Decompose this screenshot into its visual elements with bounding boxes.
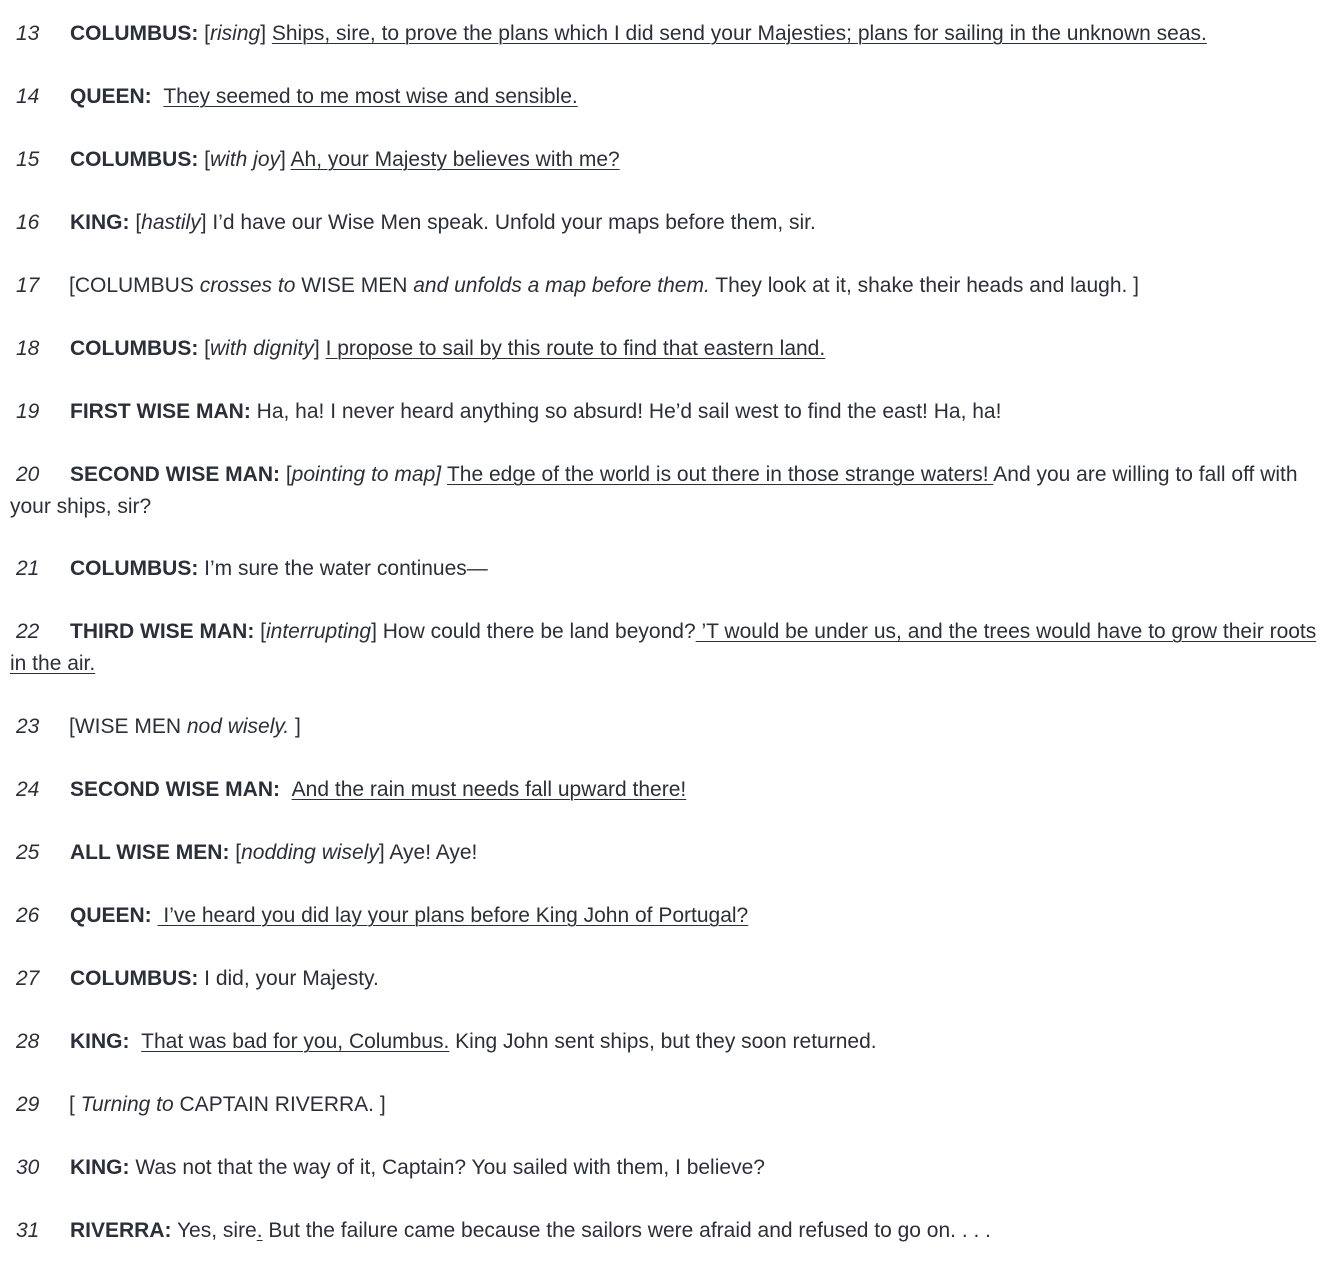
dialogue-text: Yes, sire (171, 1219, 257, 1242)
dialogue-text: King John sent ships, but they soon returned. (449, 1030, 877, 1053)
line-number: 22 (16, 620, 40, 643)
line-number: 24 (16, 778, 40, 801)
script-line-28 (10, 1026, 1336, 1058)
dialogue-text: I’m sure the water continues— (198, 557, 488, 580)
dialogue-text: I did, your Majesty. (198, 967, 379, 990)
stage-direction-name: CAPTAIN RIVERRA. ] (179, 1093, 386, 1116)
line-number: 20 (16, 463, 40, 486)
stage-direction-name: [COLUMBUS (69, 274, 200, 297)
stage-direction: rising (210, 22, 261, 45)
stage-direction: and unfolds a map before them. (413, 274, 710, 297)
underlined-dialogue: . (256, 1219, 263, 1242)
script-line-13 (10, 18, 1336, 50)
bracket-close: ] (371, 620, 383, 643)
line-number: 19 (16, 400, 40, 423)
line-number: 29 (16, 1093, 40, 1116)
script-line-23 (10, 711, 1336, 743)
underlined-dialogue: ’T would be under us, and the trees would have to grow their roots in the air. (10, 620, 1317, 675)
underlined-dialogue: They seemed to me most wise and sensible. (163, 85, 578, 108)
script-line-14 (10, 81, 1336, 113)
speaker-name: FIRST WISE MAN: (70, 400, 251, 423)
underlined-dialogue: And the rain must needs fall upward there! (291, 778, 687, 801)
speaker-name: KING: (70, 1030, 130, 1053)
bracket-open: [ (198, 148, 210, 171)
dialogue-text: How could there be land beyond? (382, 620, 696, 643)
line-number: 30 (16, 1156, 40, 1179)
speaker-name: KING: (70, 1156, 130, 1179)
bracket-open: [ (198, 22, 210, 45)
bracket-open: [ (280, 463, 292, 486)
line-number: 21 (16, 557, 40, 580)
stage-direction-name: [WISE MEN (69, 715, 187, 738)
speaker-name: QUEEN: (70, 85, 152, 108)
script-line-25 (10, 837, 1336, 869)
speaker-name: SECOND WISE MAN: (70, 463, 280, 486)
line-number: 28 (16, 1030, 40, 1053)
stage-direction-text: They look at it, shake their heads and laugh. ] (709, 274, 1139, 297)
line-number: 13 (16, 22, 40, 45)
script-line-31 (10, 1215, 1336, 1247)
script-line-21 (10, 553, 1336, 585)
speaker-name: SECOND WISE MAN: (70, 778, 280, 801)
underlined-dialogue: The edge of the world is out there in those strange waters! (446, 463, 994, 486)
underlined-dialogue: Ships, sire, to prove the plans which I did send your Majesties; plans for sailing in the unknown seas. (271, 22, 1207, 45)
dialogue-text: But the failure came because the sailors were afraid and refused to go on. . . . (262, 1219, 992, 1242)
script-line-15 (10, 144, 1336, 176)
line-number: 25 (16, 841, 40, 864)
underlined-dialogue: I propose to sail by this route to find that eastern land. (325, 337, 826, 360)
line-number: 18 (16, 337, 40, 360)
speaker-name: COLUMBUS: (70, 148, 199, 171)
bracket-open: [ (129, 211, 142, 234)
stage-direction-text: [ (69, 1093, 75, 1116)
line-number: 17 (16, 274, 40, 297)
speaker-name: COLUMBUS: (70, 337, 199, 360)
line-number: 26 (16, 904, 40, 927)
underlined-dialogue: Ah, your Majesty believes with me? (290, 148, 620, 171)
stage-direction: with dignity (210, 337, 314, 360)
bracket-open: [ (229, 841, 242, 864)
stage-direction-text: ] (289, 715, 301, 738)
dialogue-text: Was not that the way of it, Captain? You sailed with them, I believe? (129, 1156, 765, 1179)
line-number: 15 (16, 148, 40, 171)
speaker-name: QUEEN: (70, 904, 152, 927)
dialogue-text: And you are willing to fall off with your ships, sir? (10, 463, 1298, 518)
script-line-19 (10, 396, 1336, 428)
bracket-open: [ (254, 620, 266, 643)
speaker-name: THIRD WISE MAN: (70, 620, 255, 643)
script-line-24 (10, 774, 1336, 806)
speaker-name: COLUMBUS: (70, 557, 199, 580)
bracket-close: ] (200, 211, 213, 234)
script-line-26 (10, 900, 1336, 932)
stage-direction: with joy (210, 148, 281, 171)
script-line-30 (10, 1152, 1336, 1184)
line-number: 27 (16, 967, 40, 990)
stage-direction: pointing to map] (291, 463, 442, 486)
dialogue-text: Aye! Aye! (389, 841, 478, 864)
stage-direction: hastily (141, 211, 201, 234)
bracket-close: ] (313, 337, 326, 360)
bracket-close: ] (280, 148, 291, 171)
bracket-close: ] (378, 841, 390, 864)
script-line-17 (10, 270, 1336, 302)
stage-direction: crosses to (199, 274, 302, 297)
bracket-close: ] (260, 22, 272, 45)
speaker-name: RIVERRA: (70, 1219, 172, 1242)
speaker-name: COLUMBUS: (70, 967, 199, 990)
speaker-name: KING: (70, 211, 130, 234)
line-number: 16 (16, 211, 40, 234)
stage-direction-name: WISE MEN (301, 274, 414, 297)
script-line-27 (10, 963, 1336, 995)
speaker-name: ALL WISE MEN: (70, 841, 230, 864)
stage-direction: interrupting (266, 620, 372, 643)
line-number: 14 (16, 85, 40, 108)
script-line-16 (10, 207, 1336, 239)
underlined-dialogue: That was bad for you, Columbus. (141, 1030, 450, 1053)
stage-direction: Turning to (74, 1093, 180, 1116)
script-line-22 (10, 616, 1336, 680)
dialogue-text: Ha, ha! I never heard anything so absurd! He’d sail west to find the east! Ha, ha! (250, 400, 1002, 423)
speaker-name: COLUMBUS: (70, 22, 199, 45)
stage-direction: nodding wisely (241, 841, 379, 864)
underlined-dialogue: I’ve heard you did lay your plans before King John of Portugal? (157, 904, 749, 927)
bracket-open: [ (198, 337, 210, 360)
script-line-20 (10, 459, 1336, 523)
script-line-18 (10, 333, 1336, 365)
stage-direction: nod wisely. (186, 715, 290, 738)
line-number: 23 (16, 715, 40, 738)
script-line-29 (10, 1089, 1336, 1121)
dialogue-text: I’d have our Wise Men speak. Unfold your maps before them, sir. (212, 211, 816, 234)
line-number: 31 (16, 1219, 40, 1242)
